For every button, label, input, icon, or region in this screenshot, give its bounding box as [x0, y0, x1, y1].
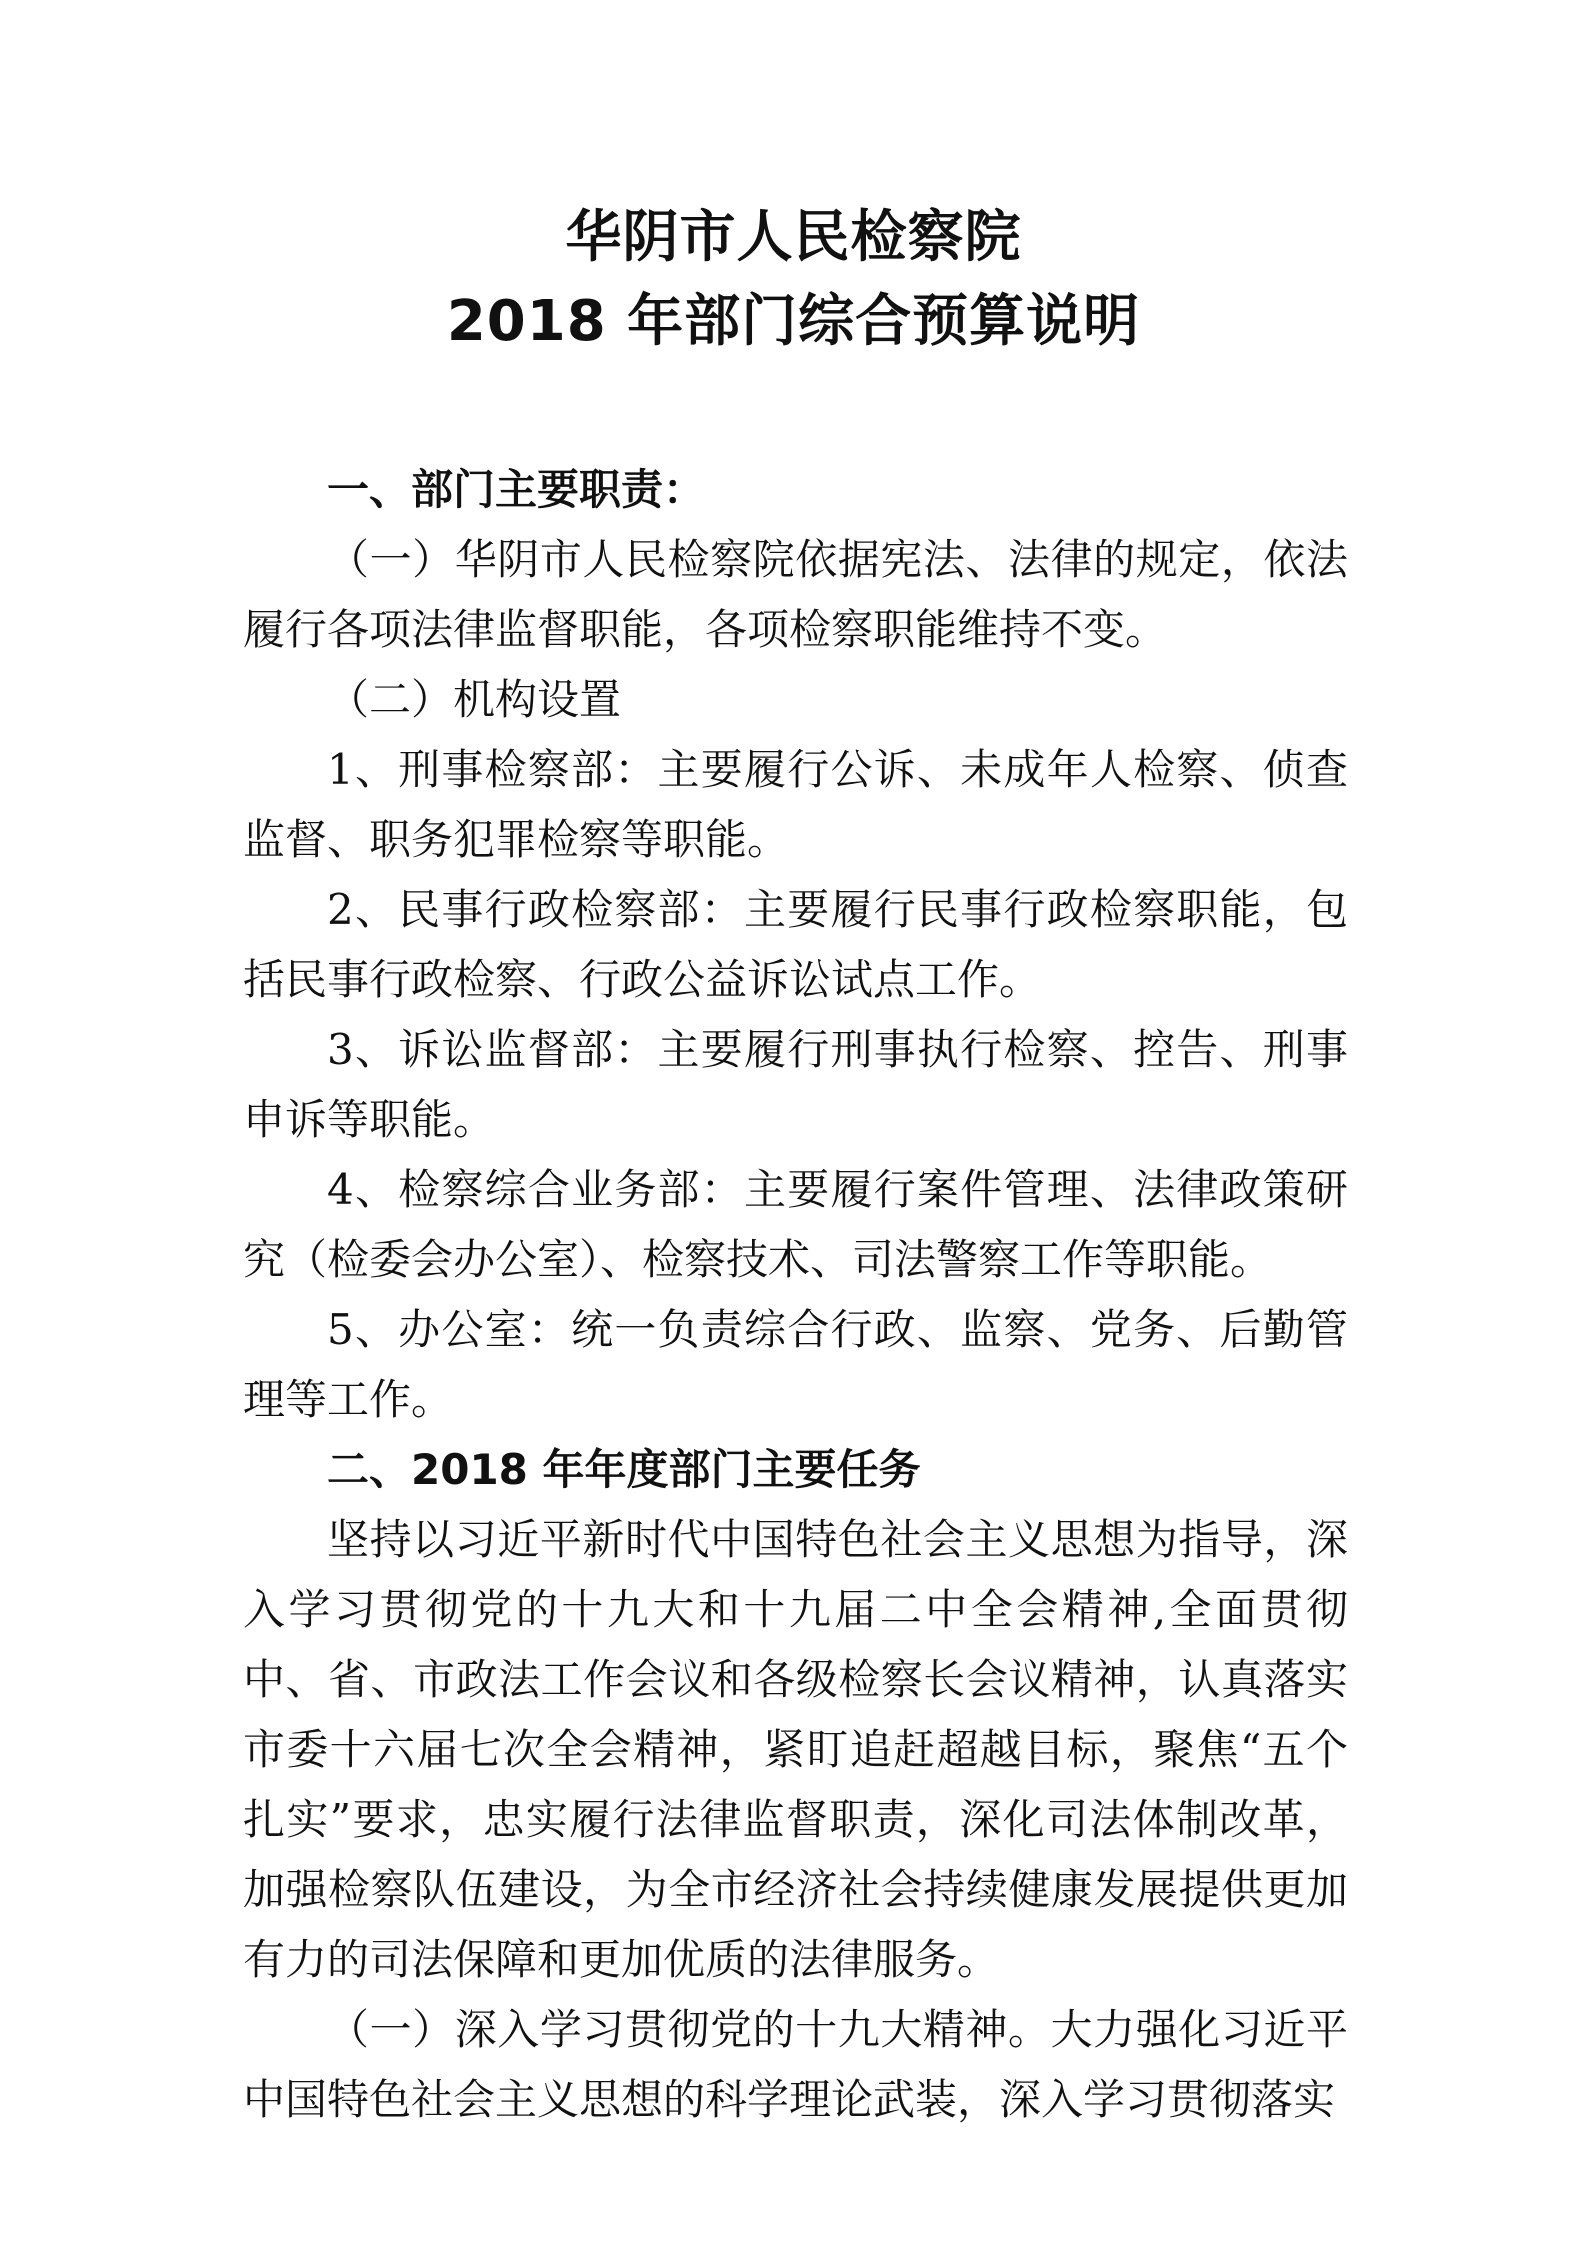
paragraph: 3、诉讼监督部：主要履行刑事执行检察、控告、刑事申诉等职能。	[243, 1025, 1348, 1144]
document-title-line1: 华阴市人民检察院	[565, 205, 1022, 270]
paragraph: 2、民事行政检察部：主要履行民事行政检察职能，包括民事行政检察、行政公益诉讼试点工作。	[243, 885, 1348, 1004]
paragraph: 5、办公室：统一负责综合行政、监察、党务、后勤管理等工作。	[243, 1305, 1348, 1424]
section-heading: 二、2018 年年度部门主要任务	[327, 1445, 921, 1494]
paragraph: 4、检察综合业务部：主要履行案件管理、法律政策研究（检委会办公室）、检察技术、司法警察工作等职能。	[243, 1165, 1348, 1284]
section-heading: 一、部门主要职责：	[327, 465, 706, 514]
paragraph: 坚持以习近平新时代中国特色社会主义思想为指导，深入学习贯彻党的十九大和十九届二中全会精神,全面贯彻中、省、市政法工作会议和各级检察长会议精神，认真落实市委十六届七次全会精神，紧盯追赶超越目标，聚焦“五个扎实”要求，忠实履行法律监督职责，深化司法体制改革，加强检察队伍建设，为全市经济社会持续健康发展提供更加有力的司法保障和更加优质的法律服务。	[243, 1515, 1348, 1984]
document-title-line2: 2018 年部门综合预算说明	[446, 289, 1141, 354]
paragraph: 1、刑事检察部：主要履行公诉、未成年人检察、侦查监督、职务犯罪检察等职能。	[243, 745, 1348, 864]
paragraph: （一）华阴市人民检察院依据宪法、法律的规定，依法履行各项法律监督职能，各项检察职能维持不变。	[243, 535, 1348, 654]
document-body	[243, 455, 1348, 2135]
paragraph: （一）深入学习贯彻党的十九大精神。大力强化习近平中国特色社会主义思想的科学理论武装，深入学习贯彻落实	[243, 2005, 1348, 2124]
paragraph: （二）机构设置	[327, 675, 622, 724]
